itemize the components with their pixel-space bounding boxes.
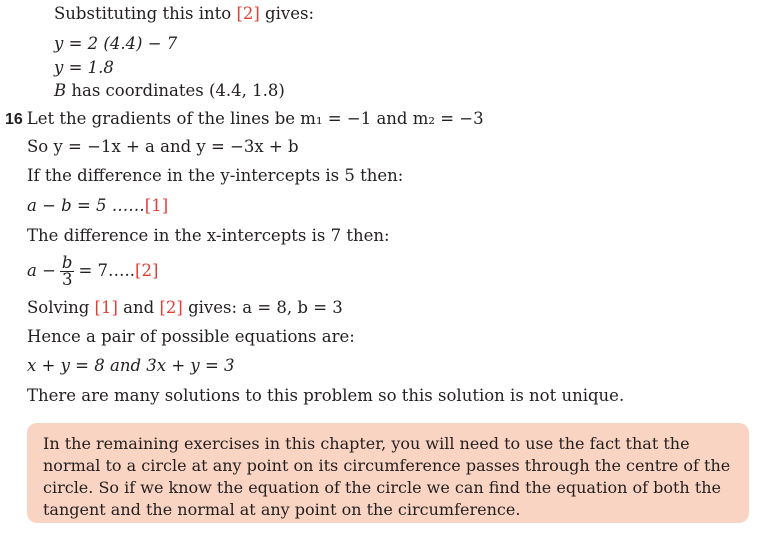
equation-y-1-8: y = 1.8 xyxy=(54,58,114,77)
solution-values: gives: a = 8, b = 3 xyxy=(182,298,343,317)
info-note-box xyxy=(27,423,749,523)
point-b-label: B xyxy=(54,81,67,100)
solving-text: Solving xyxy=(27,298,95,317)
info-note-text: In the remaining exercises in this chapter, you will need to use the fact that the normal to a circle at any point on its circumference passes through the centre of the circle. So if we know the equation of the circle we can find the equation of both the tangent and the normal at any point on the circumference. xyxy=(43,434,731,519)
coordinates-line xyxy=(54,80,285,102)
equation-2-rest: = 7….. xyxy=(78,261,136,280)
equation-2-line xyxy=(27,255,158,288)
gives-text: gives: xyxy=(259,4,315,23)
coordinates-text: has coordinates (4.4, 1.8) xyxy=(66,81,285,100)
hence-line: Hence a pair of possible equations are: xyxy=(27,327,355,346)
equation-1-line xyxy=(27,195,168,217)
ref-1-label: [1] xyxy=(144,196,169,215)
equation-1-text: a − b = 5 …… xyxy=(27,196,145,215)
fraction-denominator: 3 xyxy=(61,270,73,289)
solving-ref-1: [1] xyxy=(94,298,118,317)
solving-ref-2: [2] xyxy=(159,298,183,317)
solving-line xyxy=(27,297,343,319)
not-unique-line: There are many solutions to this problem so this solution is not unique. xyxy=(27,386,625,405)
y-intercept-difference-line: If the difference in the y-intercepts is 5 then: xyxy=(27,166,404,185)
substituting-text: Substituting this into xyxy=(54,4,237,23)
so-equations-line: So y = −1x + a and y = −3x + b xyxy=(27,137,299,156)
question-text: Let the gradients of the lines be m₁ = −1 and m₂ = −3 xyxy=(26,109,484,128)
substituting-line xyxy=(54,3,314,25)
question-16-line xyxy=(5,108,484,131)
final-equations-line: x + y = 8 and 3x + y = 3 xyxy=(27,356,235,375)
x-intercept-difference-line: The difference in the x-intercepts is 7 then: xyxy=(27,226,390,245)
and-text: and xyxy=(117,298,160,317)
ref-2-link: [2] xyxy=(236,4,260,23)
fraction-b-over-3 xyxy=(60,255,75,288)
ref-2-label: [2] xyxy=(135,261,159,280)
equation-y-2-4-4: y = 2 (4.4) − 7 xyxy=(54,34,178,53)
question-number: 16 xyxy=(5,111,23,128)
fraction-numerator: b xyxy=(61,253,73,272)
equation-2-a: a − xyxy=(27,261,56,280)
